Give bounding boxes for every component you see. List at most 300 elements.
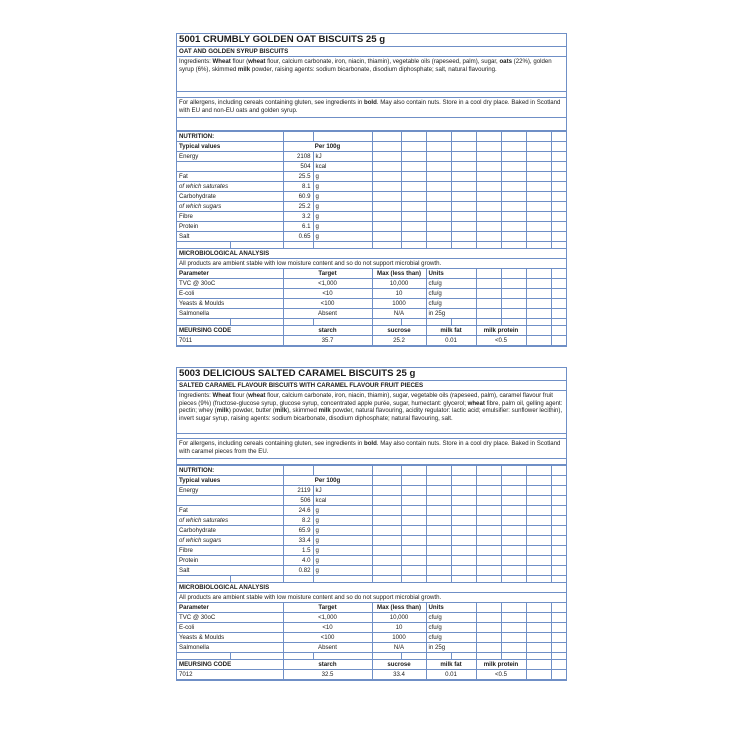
product-sheet-1 (176, 33, 567, 347)
empty-cell (501, 526, 526, 536)
empty-cell (526, 613, 551, 623)
empty-cell (451, 182, 476, 192)
empty-cell (230, 653, 283, 660)
meursing-milk-fat: 0.01 (426, 670, 476, 680)
empty-cell (401, 212, 426, 222)
empty-cell (451, 486, 476, 496)
empty-cell (426, 202, 451, 212)
meursing-milk-fat: 0.01 (426, 336, 476, 346)
empty-cell (426, 653, 451, 660)
micro-target: <1,000 (283, 279, 372, 289)
empty-cell (313, 242, 372, 249)
empty-cell (451, 232, 476, 242)
empty-cell (501, 576, 526, 583)
empty-cell (526, 162, 551, 172)
empty-cell (476, 466, 501, 476)
micro-heading: MICROBIOLOGICAL ANALYSIS (177, 583, 566, 593)
nutrient-unit: g (313, 182, 372, 192)
empty-cell (551, 633, 566, 643)
empty-cell (526, 242, 551, 249)
micro-header: Parameter (177, 269, 283, 279)
nutrition-row (177, 152, 566, 162)
empty-cell (526, 309, 551, 319)
empty-cell (551, 326, 566, 336)
empty-cell (526, 526, 551, 536)
nutrient-value: 8.1 (283, 182, 313, 192)
empty-cell (372, 526, 401, 536)
empty-cell (476, 496, 501, 506)
empty-cell (501, 633, 526, 643)
micro-units: cfu/g (426, 623, 476, 633)
empty-cell (476, 506, 501, 516)
empty-cell (451, 653, 476, 660)
empty-cell (501, 289, 526, 299)
empty-cell (283, 242, 313, 249)
empty-cell (401, 319, 426, 326)
empty-cell (476, 516, 501, 526)
empty-cell (401, 152, 426, 162)
empty-cell (476, 546, 501, 556)
micro-target: <1,000 (283, 613, 372, 623)
empty-cell (501, 516, 526, 526)
empty-cell (283, 576, 313, 583)
nutrient-unit: g (313, 222, 372, 232)
per-100g-label: Per 100g (283, 476, 372, 486)
empty-cell (551, 486, 566, 496)
empty-cell (526, 279, 551, 289)
empty-cell (426, 242, 451, 249)
empty-cell (501, 279, 526, 289)
empty-cell (501, 299, 526, 309)
empty-cell (401, 182, 426, 192)
empty-cell (551, 289, 566, 299)
empty-cell (476, 142, 501, 152)
nutrient-name (177, 162, 283, 172)
empty-cell (526, 486, 551, 496)
empty-cell (401, 192, 426, 202)
meursing-header: milk fat (426, 660, 476, 670)
empty-cell (426, 556, 451, 566)
nutrient-unit: kcal (313, 496, 372, 506)
empty-cell (526, 476, 551, 486)
nutrient-unit: kJ (313, 152, 372, 162)
empty-cell (551, 299, 566, 309)
micro-param: Salmonella (177, 643, 283, 653)
empty-cell (451, 192, 476, 202)
micro-header: Target (283, 603, 372, 613)
micro-row (177, 309, 566, 319)
nutrient-value: 1.5 (283, 546, 313, 556)
empty-cell (476, 556, 501, 566)
empty-cell (426, 162, 451, 172)
micro-units: cfu/g (426, 299, 476, 309)
empty-cell (426, 152, 451, 162)
micro-param: E-coli (177, 289, 283, 299)
micro-row (177, 289, 566, 299)
empty-cell (401, 653, 426, 660)
empty-cell (372, 516, 401, 526)
empty-cell (451, 222, 476, 232)
product-title: 5003 DELICIOUS SALTED CARAMEL BISCUITS 25 g (177, 368, 566, 381)
empty-cell (501, 643, 526, 653)
nutrient-unit: g (313, 516, 372, 526)
empty-cell (501, 506, 526, 516)
empty-cell (426, 526, 451, 536)
empty-cell (426, 496, 451, 506)
text-run: powder, natural flavouring, acidity regulator: lactic acid; emulsifier: sunflower lecithin), invert sugar syrup, raising agents: sodium bicarbonate, disodium diphosphate; natural flavouring, salt. (179, 407, 563, 423)
nutrient-name: Fibre (177, 212, 283, 222)
empty-cell (401, 232, 426, 242)
empty-cell (501, 202, 526, 212)
empty-cell (451, 506, 476, 516)
empty-cell (401, 566, 426, 576)
empty-cell (426, 212, 451, 222)
allergen-highlight: milk (237, 65, 251, 73)
ingredients-text (177, 391, 566, 434)
nutrition-row (177, 546, 566, 556)
spacer-row (177, 242, 566, 249)
meursing-starch: 32.5 (283, 670, 372, 680)
meursing-header: MEURSING CODE (177, 660, 283, 670)
empty-cell (372, 202, 401, 212)
allergen-highlight: milk (216, 407, 229, 415)
allergen-highlight: Wheat (212, 58, 231, 65)
micro-header: Parameter (177, 603, 283, 613)
allergen-highlight: wheat (467, 399, 485, 407)
nutrition-row (177, 212, 566, 222)
meursing-header: MEURSING CODE (177, 326, 283, 336)
empty-cell (551, 670, 566, 680)
allergen-highlight: bold (363, 440, 377, 447)
empty-cell (372, 506, 401, 516)
empty-cell (451, 476, 476, 486)
micro-header: Max (less than) (372, 603, 426, 613)
nutrition-row (177, 222, 566, 232)
empty-cell (526, 546, 551, 556)
empty-cell (372, 466, 401, 476)
empty-cell (551, 526, 566, 536)
empty-cell (372, 566, 401, 576)
empty-cell (526, 670, 551, 680)
empty-cell (551, 660, 566, 670)
empty-cell (372, 536, 401, 546)
empty-cell (476, 222, 501, 232)
empty-cell (501, 566, 526, 576)
empty-cell (501, 556, 526, 566)
text-run: . May also contain nuts. Store in a cool dry place. Baked in Scotland with caramel pieces from the EU. (179, 440, 561, 455)
meursing-header: sucrose (372, 326, 426, 336)
empty-cell (313, 132, 372, 142)
empty-cell (501, 653, 526, 660)
nutrition-table (177, 131, 566, 346)
empty-cell (551, 242, 566, 249)
micro-header: Target (283, 269, 372, 279)
empty-cell (372, 222, 401, 232)
empty-cell (401, 546, 426, 556)
micro-note-row (177, 259, 566, 269)
micro-max: N/A (372, 643, 426, 653)
ingredients-text (177, 57, 566, 92)
micro-target: <10 (283, 623, 372, 633)
text-run: Ingredients: (179, 392, 213, 399)
empty-cell (401, 242, 426, 249)
text-run: fibre, palm oil, gelling agent: pectin; whey ( (179, 399, 563, 415)
micro-max: N/A (372, 309, 426, 319)
empty-cell (551, 476, 566, 486)
empty-cell (526, 299, 551, 309)
nutrition-row (177, 162, 566, 172)
empty-cell (476, 309, 501, 319)
micro-target: Absent (283, 309, 372, 319)
empty-cell (476, 202, 501, 212)
empty-cell (551, 172, 566, 182)
empty-cell (426, 182, 451, 192)
empty-cell (313, 466, 372, 476)
nutrient-value: 504 (283, 162, 313, 172)
empty-cell (551, 132, 566, 142)
nutrient-name: of which sugars (177, 202, 283, 212)
text-run: For allergens, including cereals containing gluten, see ingredients in (179, 99, 364, 106)
empty-cell (551, 232, 566, 242)
nutrient-unit: g (313, 566, 372, 576)
nutrition-row (177, 516, 566, 526)
micro-row (177, 299, 566, 309)
empty-cell (451, 242, 476, 249)
empty-cell (526, 269, 551, 279)
micro-header: Units (426, 269, 476, 279)
empty-cell (526, 603, 551, 613)
empty-cell (526, 182, 551, 192)
empty-cell (526, 152, 551, 162)
nutrient-unit: g (313, 212, 372, 222)
empty-cell (372, 192, 401, 202)
nutrition-heading: NUTRITION: (177, 132, 283, 142)
nutrient-unit: g (313, 556, 372, 566)
text-run: flour ( (230, 58, 249, 65)
empty-cell (426, 142, 451, 152)
empty-cell (526, 232, 551, 242)
empty-cell (526, 326, 551, 336)
allergen-highlight: bold (363, 99, 377, 106)
meursing-row (177, 670, 566, 680)
text-run: powder, raising agents: sodium bicarbonate, disodium diphosphate; salt, natural flavouring. (250, 65, 497, 73)
per-100g-label: Per 100g (283, 142, 372, 152)
nutrient-unit: g (313, 506, 372, 516)
empty-cell (401, 132, 426, 142)
nutrition-row (177, 172, 566, 182)
empty-cell (476, 299, 501, 309)
nutrient-name: Protein (177, 222, 283, 232)
empty-cell (313, 576, 372, 583)
allergen-highlight: wheat (248, 58, 266, 65)
allergen-highlight: milk (274, 407, 288, 415)
empty-cell (526, 142, 551, 152)
empty-cell (451, 172, 476, 182)
text-run: ) powder, butter ( (228, 407, 275, 415)
empty-cell (501, 486, 526, 496)
nutrition-row (177, 182, 566, 192)
micro-max: 10,000 (372, 613, 426, 623)
empty-cell (401, 496, 426, 506)
empty-cell (476, 289, 501, 299)
micro-max: 1000 (372, 299, 426, 309)
empty-cell (451, 566, 476, 576)
empty-cell (551, 466, 566, 476)
empty-cell (177, 242, 230, 249)
micro-param: E-coli (177, 623, 283, 633)
nutrient-value: 4.0 (283, 556, 313, 566)
text-run: Ingredients: (179, 58, 213, 65)
micro-param: Yeasts & Moulds (177, 633, 283, 643)
empty-cell (476, 526, 501, 536)
empty-cell (372, 556, 401, 566)
nutrition-row (177, 566, 566, 576)
product-sheet-2 (176, 367, 567, 681)
empty-cell (451, 556, 476, 566)
empty-cell (551, 566, 566, 576)
empty-cell (526, 516, 551, 526)
micro-units: cfu/g (426, 289, 476, 299)
empty-cell (230, 319, 283, 326)
empty-cell (501, 476, 526, 486)
empty-cell (476, 633, 501, 643)
micro-target: <10 (283, 289, 372, 299)
micro-target: <100 (283, 299, 372, 309)
nutrition-row (177, 232, 566, 242)
nutrient-name (177, 496, 283, 506)
meursing-code: 7011 (177, 336, 283, 346)
empty-cell (526, 536, 551, 546)
empty-cell (501, 496, 526, 506)
nutrient-unit: g (313, 232, 372, 242)
nutrient-value: 0.65 (283, 232, 313, 242)
meursing-milk-protein: <0.5 (476, 336, 526, 346)
empty-cell (551, 192, 566, 202)
allergen-highlight: Wheat (212, 392, 231, 399)
empty-cell (372, 142, 401, 152)
text-run: flour, calcium carbonate, iron, niacin, thiamin), sugar, vegetable oils (rapeseed, palm), caramel flavour fruit pieces (9%) (fructose-glucose syrup, glucose syrup, concentrated apple purée, sugar, humectant: glycerol; (179, 392, 553, 407)
empty-cell (283, 466, 313, 476)
empty-cell (501, 603, 526, 613)
empty-cell (526, 319, 551, 326)
empty-cell (551, 496, 566, 506)
nutrient-value: 25.2 (283, 202, 313, 212)
empty-cell (451, 152, 476, 162)
empty-cell (372, 496, 401, 506)
micro-heading-row (177, 583, 566, 593)
empty-cell (526, 633, 551, 643)
empty-cell (551, 623, 566, 633)
empty-cell (551, 182, 566, 192)
empty-cell (476, 536, 501, 546)
empty-cell (551, 643, 566, 653)
empty-cell (551, 576, 566, 583)
text-run: (22%), golden syrup (6%), skimmed (179, 58, 552, 73)
empty-cell (551, 279, 566, 289)
meursing-row (177, 336, 566, 346)
empty-cell (526, 660, 551, 670)
empty-cell (401, 202, 426, 212)
empty-cell (551, 202, 566, 212)
allergen-highlight: wheat (248, 392, 266, 399)
empty-cell (451, 132, 476, 142)
empty-cell (551, 516, 566, 526)
meursing-header: milk fat (426, 326, 476, 336)
empty-cell (526, 212, 551, 222)
empty-cell (426, 576, 451, 583)
empty-cell (476, 152, 501, 162)
spacer-row (177, 319, 566, 326)
nutrition-header-row (177, 142, 566, 152)
nutrient-name: Salt (177, 566, 283, 576)
meursing-header: starch (283, 326, 372, 336)
nutrient-name: Protein (177, 556, 283, 566)
empty-cell (476, 279, 501, 289)
empty-cell (526, 643, 551, 653)
nutrition-heading: NUTRITION: (177, 466, 283, 476)
empty-cell (283, 319, 313, 326)
empty-cell (476, 212, 501, 222)
empty-cell (501, 466, 526, 476)
empty-cell (526, 172, 551, 182)
micro-row (177, 279, 566, 289)
empty-cell (230, 242, 283, 249)
meursing-starch: 35.7 (283, 336, 372, 346)
nutrient-name: Carbohydrate (177, 192, 283, 202)
nutrient-name: Energy (177, 152, 283, 162)
empty-cell (501, 182, 526, 192)
empty-cell (501, 242, 526, 249)
empty-cell (526, 132, 551, 142)
nutrient-value: 24.6 (283, 506, 313, 516)
nutrition-row (177, 556, 566, 566)
empty-cell (501, 613, 526, 623)
empty-cell (526, 623, 551, 633)
empty-cell (401, 222, 426, 232)
empty-cell (501, 192, 526, 202)
nutrition-heading-row (177, 132, 566, 142)
empty-cell (401, 172, 426, 182)
empty-cell (526, 576, 551, 583)
empty-cell (551, 603, 566, 613)
empty-cell (526, 566, 551, 576)
empty-cell (526, 202, 551, 212)
empty-cell (401, 476, 426, 486)
micro-units: in 25g (426, 643, 476, 653)
empty-cell (177, 319, 230, 326)
nutrition-row (177, 202, 566, 212)
nutrient-value: 2108 (283, 152, 313, 162)
empty-cell (551, 309, 566, 319)
empty-cell (501, 162, 526, 172)
micro-max: 10 (372, 623, 426, 633)
meursing-header: sucrose (372, 660, 426, 670)
nutrient-name: Energy (177, 486, 283, 496)
micro-header: Max (less than) (372, 269, 426, 279)
empty-cell (526, 336, 551, 346)
empty-cell (501, 319, 526, 326)
nutrient-unit: g (313, 526, 372, 536)
empty-cell (476, 192, 501, 202)
empty-cell (476, 643, 501, 653)
nutrient-unit: g (313, 536, 372, 546)
empty-cell (526, 192, 551, 202)
empty-cell (476, 476, 501, 486)
empty-cell (426, 319, 451, 326)
empty-cell (426, 506, 451, 516)
micro-heading-row (177, 249, 566, 259)
empty-cell (372, 576, 401, 583)
